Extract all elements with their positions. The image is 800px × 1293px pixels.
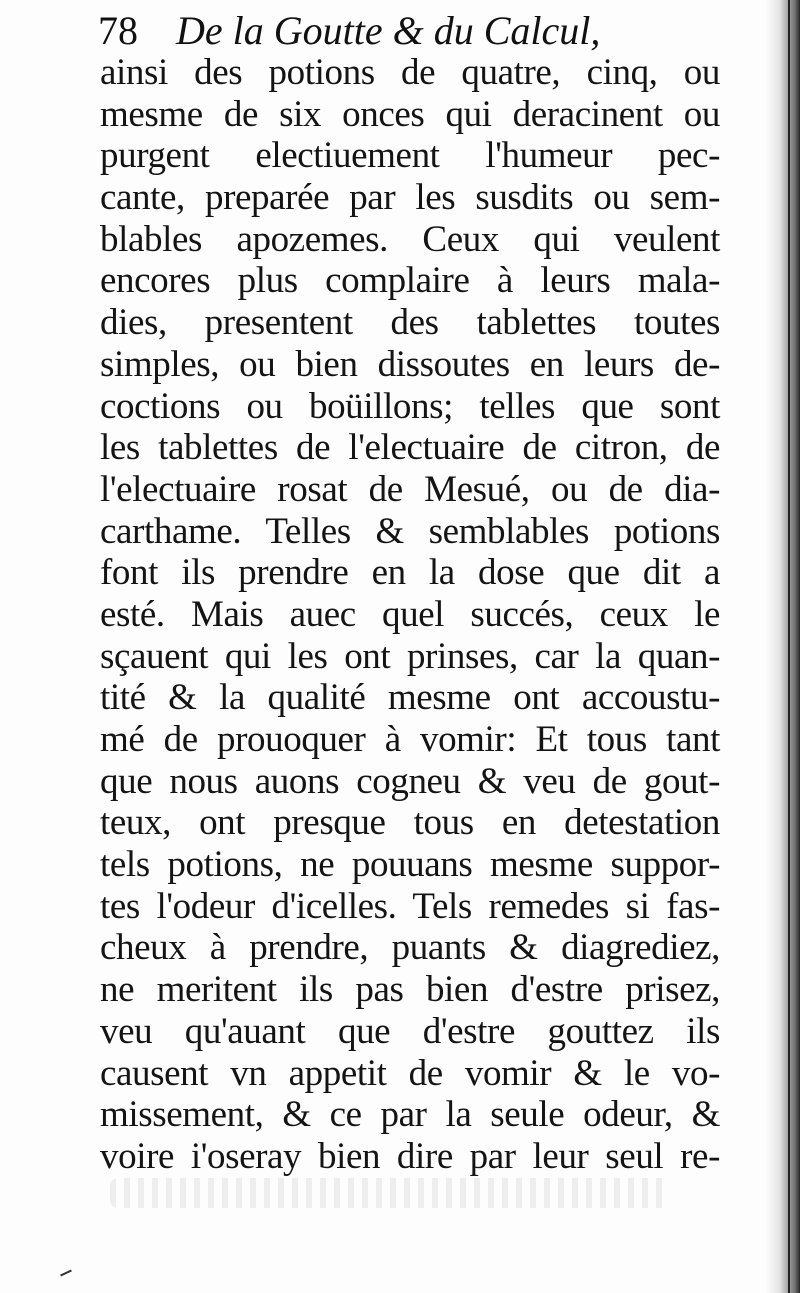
text-line: teux, ont presque tous en detestation xyxy=(100,802,720,844)
text-line: que nous auons cogneu & veu de gout- xyxy=(100,760,720,802)
text-line: carthame. Telles & semblables potions xyxy=(100,510,720,552)
text-line: missement, & ce par la seule odeur, & xyxy=(100,1094,720,1136)
text-line: font ils prendre en la dose que dit a xyxy=(100,552,720,594)
text-line: tité & la qualité mesme ont accoustu- xyxy=(100,677,720,719)
text-line: dies, presentent des tablettes toutes xyxy=(100,302,720,344)
text-line: tes l'odeur d'icelles. Tels remedes si fas- xyxy=(100,885,720,927)
running-head: De la Goutte & du Calcul, xyxy=(176,8,601,53)
text-line: veu qu'auant que d'estre gouttez ils xyxy=(100,1010,720,1052)
text-line: l'electuaire rosat de Mesué, ou de dia- xyxy=(100,468,720,510)
text-line: ainsi des potions de quatre, cinq, ou xyxy=(100,52,720,93)
text-line: les tablettes de l'electuaire de citron, de xyxy=(100,427,720,469)
bleed-through-smudge xyxy=(110,1178,670,1208)
text-line: esté. Mais auec quel succés, ceux le xyxy=(100,593,720,635)
text-line: encores plus complaire à leurs mala- xyxy=(100,260,720,302)
page-edge-line xyxy=(788,0,790,1293)
text-line: voire i'oseray bien dire par leur seul re- xyxy=(100,1135,720,1177)
text-line: cheux à prendre, puants & diagrediez, xyxy=(100,927,720,969)
text-line: sçauent qui les ont prinses, car la quan- xyxy=(100,635,720,677)
text-line: causent vn appetit de vomir & le vo- xyxy=(100,1052,720,1094)
page-number: 78 xyxy=(98,8,138,53)
body-text xyxy=(100,52,720,1178)
text-line: blables apozemes. Ceux qui veulent xyxy=(100,218,720,260)
ink-speck xyxy=(60,1270,72,1277)
page-edge-shadow xyxy=(766,0,800,1293)
text-line: mé de prouoquer à vomir: Et tous tant xyxy=(100,719,720,760)
text-line: cante, preparée par les susdits ou sem- xyxy=(100,177,720,219)
text-line: tels potions, ne pouuans mesme suppor- xyxy=(100,844,720,886)
text-line: mesme de six onces qui deracinent ou xyxy=(100,93,720,135)
text-line: coctions ou boüillons; telles que sont xyxy=(100,385,720,427)
page-header xyxy=(98,6,738,56)
text-line: ne meritent ils pas bien d'estre prisez, xyxy=(100,969,720,1011)
text-line: purgent electiuement l'humeur pec- xyxy=(100,135,720,177)
text-line: simples, ou bien dissoutes en leurs de- xyxy=(100,343,720,385)
